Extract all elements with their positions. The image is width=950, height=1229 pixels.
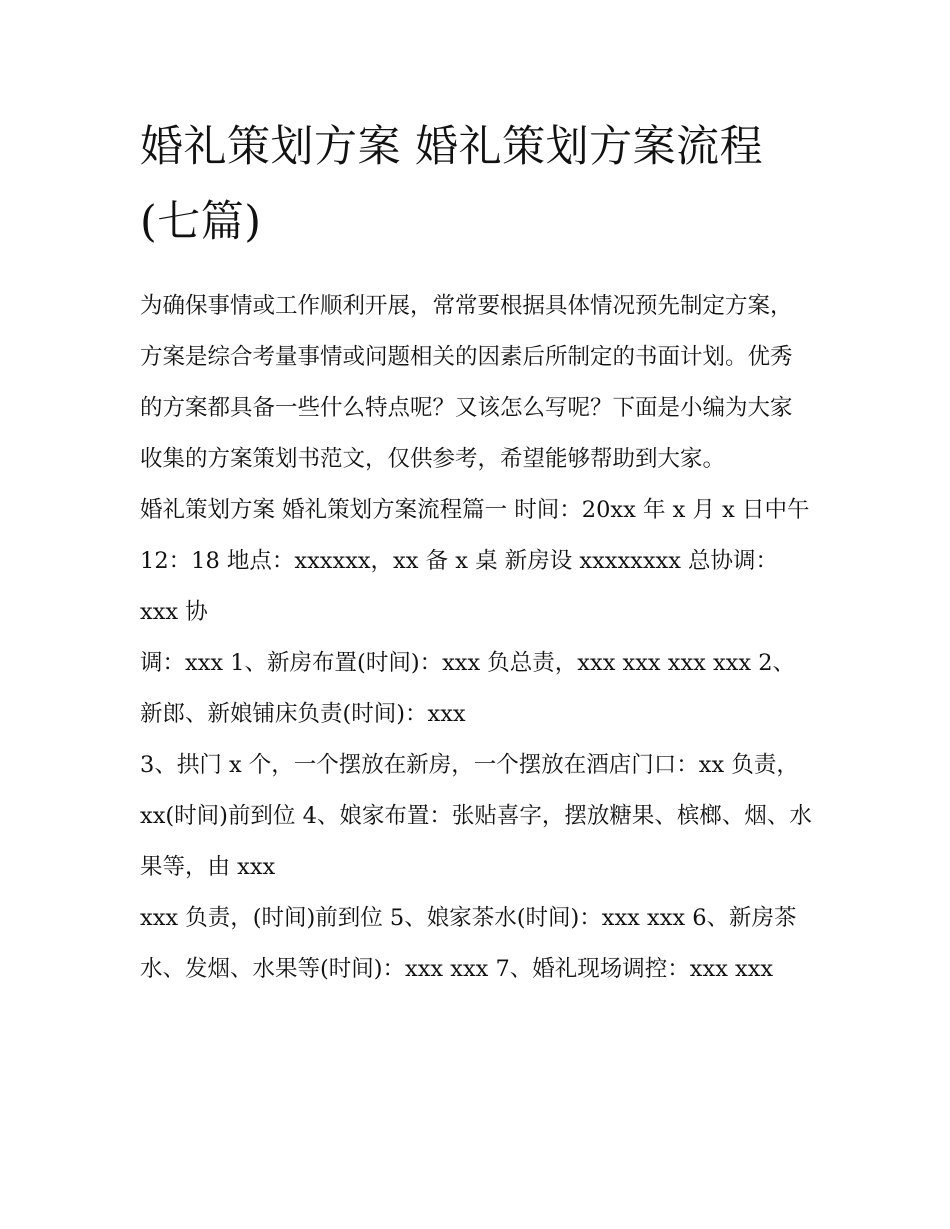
document-title: 婚礼策划方案 婚礼策划方案流程(七篇): [140, 122, 764, 247]
body-paragraph-3: 3、拱门 x 个，一个摆放在新房，一个摆放在酒店门口：xx 负责，xx(时间)前到位 4、娘家布置：张贴喜字，摆放糖果、槟榔、烟、水果等，由 xxx: [140, 752, 812, 880]
body-paragraph-2: 调：xxx 1、新房布置(时间)：xxx 负总责，xxx xxx xxx xxx 2、新郎、新娘铺床负责(时间)：xxx: [140, 650, 796, 727]
intro-paragraph: 为确保事情或工作顺利开展，常常要根据具体情况预先制定方案，方案是综合考量事情或问题相关的因素后所制定的书面计划。优秀的方案都具备一些什么特点呢？又该怎么写呢？下面是小编为大家收集的方案策划书范文，仅供参考，希望能够帮助到大家。: [140, 293, 793, 472]
body-paragraph-1: 婚礼策划方案 婚礼策划方案流程篇一 时间：20xx 年 x 月 x 日中午 12：18 地点：xxxxxx，xx 备 x 桌 新房设 xxxxxxxx 总协调：xxx 协: [140, 497, 810, 625]
body-paragraph-4: xxx 负责，(时间)前到位 5、娘家茶水(时间)：xxx xxx 6、新房茶水、发烟、水果等(时间)：xxx xxx 7、婚礼现场调控：xxx xxx: [140, 905, 797, 982]
document-page: [140, 110, 812, 995]
